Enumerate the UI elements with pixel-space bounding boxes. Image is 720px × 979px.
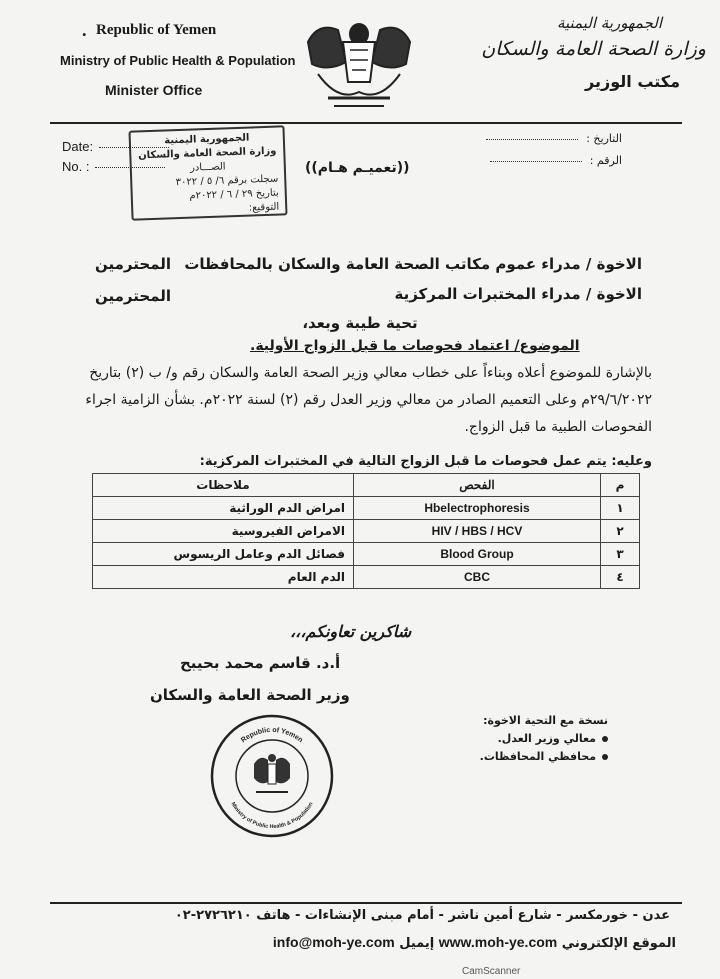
table-header-row — [93, 474, 640, 497]
table-row: ٢ HIV / HBS / HCV الامراض الفيروسية — [93, 520, 640, 543]
arabic-letterhead — [481, 14, 706, 91]
col-header-notes: ملاحظات — [93, 474, 354, 497]
office-name-ar: مكتب الوزير — [585, 72, 680, 91]
copy-to-heading: نسخة مع التحية الاخوة: — [483, 714, 608, 727]
body-paragraph: بالإشارة للموضوع أعلاه وبناءاً على خطاب معالي وزير الصحة العامة والسكان رقم و/ ب (٢) بتاريخ ٢٩/٦/٢٠٢٢م وعلى التعميم الصادر من معالي وزير العدل رقم (٢) لسنة ٢٠٢٢م. بشأن الزامية اجراء الفحوصات الطبية ما قبل الزواج. — [85, 365, 652, 435]
ministry-name-ar: وزارة الصحة العامة والسكان — [481, 38, 706, 60]
stamp-emblem-icon — [254, 754, 290, 792]
official-round-stamp — [208, 712, 336, 840]
email-label: إيميل — [399, 936, 435, 951]
subject-line: الموضوع/ اعتماد فحوصات ما قبل الزواج الأولية. — [250, 338, 580, 354]
addressee-2: الاخوة / مدراء المختبرات المركزية — [394, 285, 642, 303]
number-label-ar: الرقم : — [589, 154, 622, 167]
honorific-2: المحترمين — [95, 287, 172, 305]
body-intro-table: وعليه: يتم عمل فحوصات ما قبل الزواج التالية في المختبرات المركزية: — [199, 454, 652, 469]
greeting: تحية طيبة وبعد، — [302, 314, 418, 332]
website-link[interactable]: www.moh-ye.com — [438, 934, 558, 950]
footer-divider — [50, 902, 682, 904]
honorific-1: المحترمين — [95, 255, 172, 273]
svg-text:Republic of Yemen — [240, 727, 304, 744]
table-row: ٣ Blood Group فصائل الدم وعامل الريسوس — [93, 543, 640, 566]
tests-table — [92, 473, 640, 589]
date-label-en: Date: — [62, 139, 94, 154]
office-name-en: Minister Office — [105, 82, 203, 98]
header-divider — [50, 122, 682, 124]
circular-label: ((تعميـم هـام)) — [305, 160, 410, 176]
stamp-text-en: Republic of Yemen — [240, 726, 304, 745]
registration-stamp: الجمهورية اليمنية وزارة الصحة العامة والسكان الصـــادر سجلت برقم ٦/ ٥ / ٣٠٢٢ بتاريخ ٢٩ / ٦ / ٢٠٢٢م التوقيع: — [128, 125, 287, 220]
svg-text:Ministry of Public Health & Po — [229, 801, 314, 830]
yemen-eagle-emblem-icon — [298, 12, 420, 114]
table-row: ١ Hbelectrophoresis امراض الدم الوراثية — [93, 497, 640, 520]
country-name-en: . Republic of Yemen — [82, 20, 217, 40]
col-header-num: م — [601, 474, 640, 497]
footer-contacts — [273, 934, 676, 951]
addressee-1: الاخوة / مدراء عموم مكاتب الصحة العامة والسكان بالمحافظات — [184, 255, 642, 273]
website-label: الموقع الإلكتروني — [561, 936, 676, 951]
stamp-text-en-2: Ministry of Public Health & Population — [229, 801, 315, 831]
date-label-ar: التاريخ : — [586, 132, 622, 145]
signatory-title: وزير الصحة العامة والسكان — [150, 686, 350, 704]
ministry-name-en: Ministry of Public Health & Population — [60, 53, 296, 68]
scanner-watermark: CamScanner — [462, 966, 521, 977]
col-header-test: الفحص — [354, 474, 601, 497]
table-row: ٤ CBC الدم العام — [93, 566, 640, 589]
email-link[interactable]: info@moh-ye.com — [272, 934, 395, 950]
reference-fields-ar — [486, 128, 622, 172]
list-item: محافظي المحافظات. — [480, 748, 608, 766]
copy-to-list — [480, 712, 608, 766]
number-label-en: No. : — [62, 159, 90, 174]
footer-address: عدن - خورمكسر - شارع أمين ناشر - أمام مبنى الإنشاءات - هاتف ٢٧٢٦٢١٠-٠٢ — [174, 908, 670, 923]
english-letterhead — [60, 22, 295, 98]
list-item: معالي وزير العدل. — [480, 730, 608, 748]
signatory-name: أ.د. قاسم محمد بحيبح — [180, 654, 341, 672]
country-name-ar: الجمهورية اليمنية — [556, 14, 662, 32]
closing-thanks: شاكرين تعاونكم،،، — [290, 622, 412, 641]
